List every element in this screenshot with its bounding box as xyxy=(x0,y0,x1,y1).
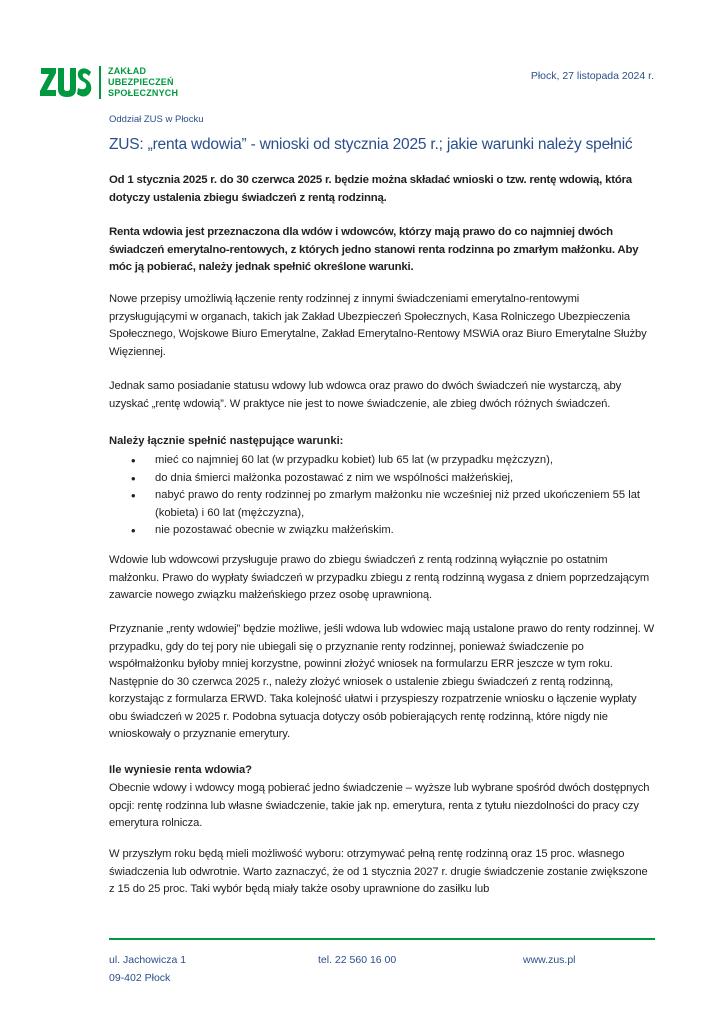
logo-line-2: UBEZPIECZEŃ xyxy=(108,77,174,87)
page-title: ZUS: „renta wdowia” - wnioski od stycznia 2025 r.; jakie warunki należy spełnić xyxy=(109,136,633,153)
body-paragraph-2: Jednak samo posiadanie statusu wdowy lub wdowca oraz prawo do dwóch świadczeń nie wystarczą, aby uzyskać „rentę wdowią”. W praktyce nie jest to nowe świadczenie, ale zbieg dwóch różnych świadczeń. xyxy=(109,380,622,410)
condition-item: • mieć co najmniej 60 lat (w przypadku kobiet) lub 65 lat (w przypadku mężczyzn), xyxy=(109,452,655,470)
footer-city: 09-402 Płock xyxy=(109,972,171,984)
footer-website-link[interactable]: www.zus.pl xyxy=(523,954,576,966)
document-date: Płock, 27 listopada 2024 r. xyxy=(530,70,654,82)
body-paragraph-4: Przyznanie „renty wdowiej” będzie możliwe, jeśli wdowa lub wdowiec mają ustalone prawo do renty rodzinnej. W przypadku, gdy do tej pory nie ubiegali się o przyznanie renty rodzinnej, ponieważ świadczenie po współmałżonku byłoby mniej korzystne, powinni złożyć wniosek na formularzu ERR jeszcze w tym roku. Następnie do 30 czerwca 2025 r., należy złożyć wniosek o ustalenie zbiegu świadczeń z rentą rodzinną, korzystając z formularza ERWD. Taka kolejność ułatwi i przyspieszy rozpatrzenie wniosku o łączenie wypłaty obu świadczeń w 2025 r. Podobna sytuacja dotyczy osób pobierających rentę rodzinną, które nigdy nie wnioskowały o przyznanie emerytury. xyxy=(109,623,655,740)
amount-paragraph-2: W przyszłym roku będą mieli możliwość wyboru: otrzymywać pełną rentę rodzinną oraz 15 proc. własnego świadczenia lub odwrotnie. Warto zaznaczyć, że od 1 stycznia 2027 r. drugie świadczenie zostanie zwiększone z 15 do 25 proc. Taki wybór będą miały także osoby uprawnione do zasiłku lub xyxy=(109,848,648,895)
amount-paragraph-1: Obecnie wdowy i wdowcy mogą pobierać jedno świadczenie – wyższe lub wybrane spośród dwóch dostępnych opcji: rentę rodzinna lub własne świadczenie, takie jak np. emerytura, renta z tytułu niezdolności do pracy czy emerytura rolnicza. xyxy=(109,782,650,829)
footer-street: ul. Jachowicza 1 xyxy=(109,954,187,966)
amount-heading: Ile wyniesie renta wdowia? xyxy=(109,764,252,776)
body-paragraph-3: Wdowie lub wdowcowi przysługuje prawo do zbiegu świadczeń z rentą rodzinną wyłącznie po ostatnim małżonku. Prawo do wypłaty świadczeń w przypadku zbiegu z rentą rodzinną wygasa z dniem poprzedzającym zawarcie nowego związku małżeńskiego przez osobę uprawnioną. xyxy=(109,554,650,601)
logo-divider xyxy=(99,66,101,99)
condition-item: • do dnia śmierci małżonka pozostawać z nim we wspólności małżeńskiej, xyxy=(109,470,655,488)
logo-line-1: ZAKŁAD xyxy=(108,66,147,76)
lead-paragraph-2: Renta wdowia jest przeznaczona dla wdów i wdowców, którzy mają prawo do co najmniej dwóch świadczeń emerytalno-rentowych, z których jedno stanowi renta rodzinna po zmarłym małżonku. Aby móc ją pobierać, należy jednak spełnić określone warunki. xyxy=(109,226,639,273)
conditions-heading: Należy łącznie spełnić następujące warunki: xyxy=(109,435,344,447)
condition-item: • nabyć prawo do renty rodzinnej po zmarłym małżonku nie wcześniej niż przed ukończeniem 55 lat (kobieta) i 60 lat (mężczyzna), xyxy=(109,487,655,522)
logo-wordmark xyxy=(108,66,178,99)
footer-divider xyxy=(109,938,655,940)
logo-line-3: SPOŁECZNYCH xyxy=(108,88,179,98)
branch-name: Oddział ZUS w Płocku xyxy=(109,114,204,125)
condition-item: • nie pozostawać obecnie w związku małżeńskim. xyxy=(109,522,655,540)
conditions-list xyxy=(109,452,655,540)
lead-paragraph-1: Od 1 stycznia 2025 r. do 30 czerwca 2025 r. będzie można składać wnioski o tzw. rentę wdowią, która dotyczy ustalenia zbiegu świadczeń z rentą rodzinną. xyxy=(109,174,632,204)
zus-logo-icon xyxy=(40,64,92,100)
body-paragraph-1: Nowe przepisy umożliwią łączenie renty rodzinnej z innymi świadczeniami emerytalno-rentowymi przysługującymi w organach, takich jak Zakład Ubezpieczeń Społecznych, Kasa Rolniczego Ubezpieczenia Społecznego, Wojskowe Biuro Emerytalne, Zakład Emerytalno-Rentowy MSWiA oraz Biuro Emerytalne Służby Więziennej. xyxy=(109,293,647,358)
footer-phone: tel. 22 560 16 00 xyxy=(318,954,397,966)
